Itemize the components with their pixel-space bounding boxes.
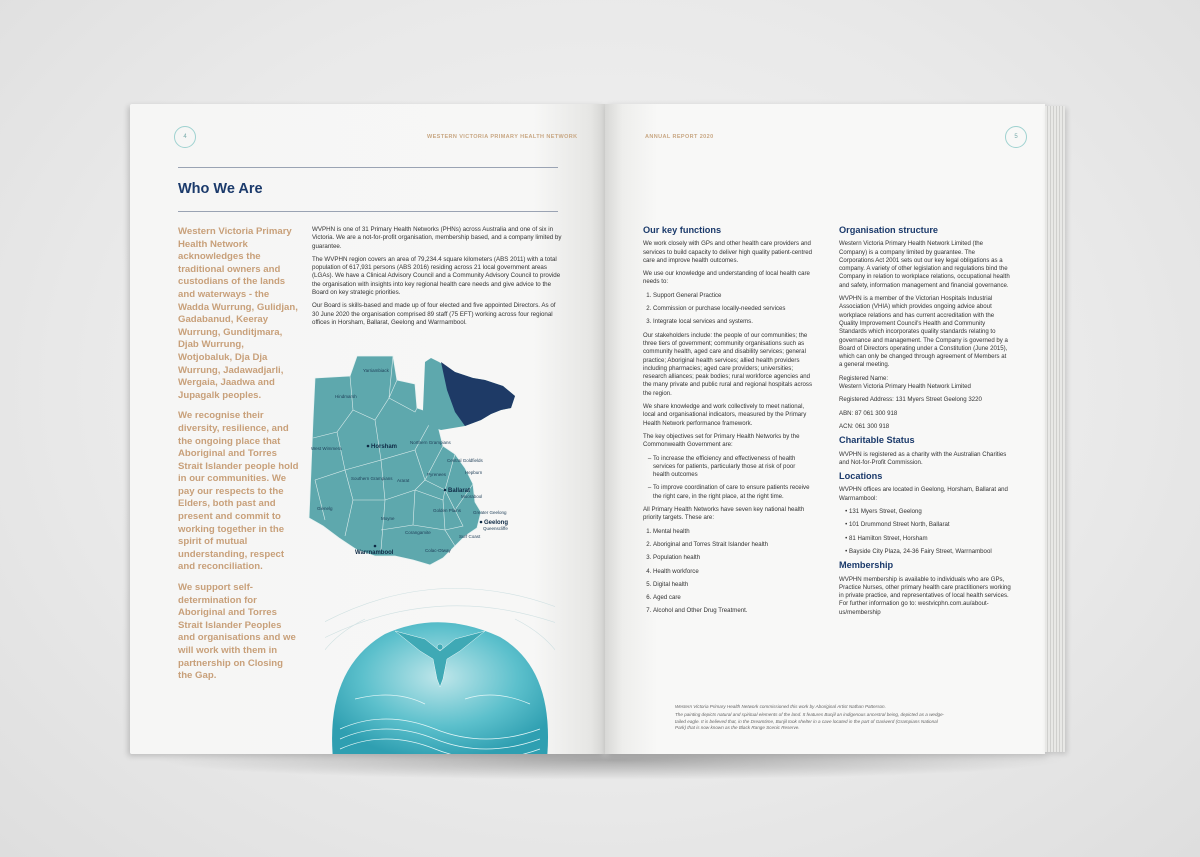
book-spread (130, 104, 1070, 764)
page-edges (1045, 106, 1065, 752)
locations-list (839, 508, 1011, 556)
objectives-list (643, 455, 813, 501)
section-heading: Locations (839, 471, 883, 482)
map-label: Southern Grampians (351, 476, 393, 481)
page-number-left: 4 (174, 126, 196, 148)
map-label: Warrnambool (355, 550, 394, 556)
map-label: Moyne (381, 516, 395, 521)
list-item: 3. Integrate local services and systems. (653, 318, 813, 326)
page-number-right: 5 (1005, 126, 1027, 148)
map-label: Horsham (371, 444, 398, 450)
artwork-illustration (325, 579, 555, 754)
list-item: 1. Support General Practice (653, 292, 813, 300)
acknowledgement-column (178, 226, 300, 691)
priorities-list (643, 528, 813, 616)
paragraph: ABN: 87 061 300 918 (839, 409, 898, 417)
list-item: 3. Population health (653, 554, 813, 562)
map-label: Yarriambiack (363, 368, 389, 373)
paragraph: Our stakeholders include: the people of our communities; the three tiers of government; community organisations such as community health, aged care and disability services; general practice; Aboriginal health services; allied health providers including pharmacies; aged care providers; universities; research alliances; peak bodies; rural workforce agencies and the many private and public rural and regional hospitals across the region. (643, 331, 813, 397)
running-header-left: WESTERN VICTORIA PRIMARY HEALTH NETWORK (427, 134, 578, 140)
acknowledgement-paragraph: We support self-determination for Aboriginal and Torres Strait Islander Peoples and organisations and we will work with them in partnership on Closing the Gap. (178, 582, 296, 682)
title-rule-top (178, 167, 558, 168)
town-marker (480, 521, 483, 524)
map-label: Central Goldfields (447, 458, 483, 463)
paragraph: WVPHN is registered as a charity with the Australian Charities and Not-for-Profit Commission. (839, 450, 1007, 466)
map-label: Pyrenees (427, 472, 447, 477)
map-label: Queenscliffe (483, 526, 508, 531)
paragraph: We use our knowledge and understanding of local health care needs to: (643, 270, 810, 286)
list-item: 7. Alcohol and Other Drug Treatment. (653, 607, 813, 615)
list-item: • Bayside City Plaza, 24-36 Fairy Street, Warrnambool (849, 548, 1011, 556)
map-label: Colac-Otway (425, 548, 451, 553)
page-title: Who We Are (178, 181, 263, 197)
organisation-column (839, 226, 1011, 622)
caption-line: Western Victoria Primary Health Network commissioned this work by Aboriginal Artist Nathan Patterson. (675, 704, 886, 709)
paragraph: ACN: 061 300 918 (839, 422, 890, 430)
map-label: Surf Coast (459, 534, 481, 539)
key-functions-column (643, 226, 813, 621)
section-heading: Our key functions (643, 225, 722, 235)
town-marker (444, 489, 447, 492)
right-page (605, 104, 1045, 754)
about-paragraph: WVPHN is one of 31 Primary Health Networks (PHNs) across Australia and one of six in Victoria. We are a not-for-profit organisation, membership based, and a company limited by guarantee. (312, 226, 562, 250)
town-marker (374, 545, 377, 548)
left-page (130, 104, 605, 754)
paragraph: WVPHN is a member of the Victorian Hospitals Industrial Association (VHIA) which provides ongoing advice about workplace relations and has current accreditation with the Quality Improvement Council's Health and Community Standards which incorporates quality standards relating to governance and management. The Company is governed by a Board of Directors operating under a Constitution (June 2015), which can only be changed through agreement of Members at a general meeting. (839, 295, 1008, 369)
map-label: Hepburn (465, 470, 483, 475)
section-heading: Membership (839, 560, 894, 571)
map-label: Golden Plains (433, 508, 462, 513)
caption-line: The painting depicts natural and spiritual elements of the land. It features Bunjil an indigenous ancestral being, depicted as a wedge-tailed eagle. It is believed that, in the Dreamtime, Bunjil took shelter in a cave located in the part of Gariwerd (Grampians National Park) that is now known as the Black Range Scenic Reserve. (675, 712, 945, 731)
list-item: • 101 Drummond Street North, Ballarat (849, 521, 1011, 529)
paragraph: All Primary Health Networks have seven key national health priority targets. These are: (643, 506, 805, 522)
paragraph: We share knowledge and work collectively to meet national, local and organisational indicators, measured by the Primary Health Network performance framework. (643, 403, 807, 427)
map-label: Ararat (397, 478, 410, 483)
title-rule-bottom (178, 211, 558, 212)
acknowledgement-paragraph: We recognise their diversity, resilience, and the ongoing place that Aboriginal and Torres Strait Islander people hold in our communities. We pay our respects to the Elders, both past and present and commit to working together in the spirit of mutual understanding, respect and reconciliation. (178, 410, 299, 573)
artwork-water (332, 622, 548, 754)
list-item: 5. Digital health (653, 581, 813, 589)
map-label: West Wimmera (311, 446, 342, 451)
paragraph: WVPHN offices are located in Geelong, Horsham, Ballarat and Warrnambool: (839, 486, 1008, 502)
list-item: • 131 Myers Street, Geelong (849, 508, 1011, 516)
paragraph: Registered Address: 131 Myers Street Geelong 3220 (839, 396, 982, 404)
map-label: Northern Grampians (410, 440, 451, 445)
map-label: Glenelg (317, 506, 333, 511)
map-label: Hindmarsh (335, 394, 357, 399)
paragraph: Registered Name: (839, 374, 889, 382)
map-label: Corangamite (405, 530, 431, 535)
list-item: 6. Aged care (653, 594, 813, 602)
paragraph: WVPHN membership is available to individuals who are GPs, Practice Nurses, other primary health care practitioners working in private practice, and representatives of local health services. For further information go to: westvicphn.com.au/about-us/membership (839, 575, 1011, 616)
map-label: Geelong (484, 520, 509, 526)
region-map (305, 350, 545, 580)
section-heading: Organisation structure (839, 225, 939, 235)
list-item: 2. Aboriginal and Torres Strait Islander health (653, 541, 813, 549)
needs-list (643, 292, 813, 327)
map-label: Moorabool (461, 494, 483, 499)
list-item: 2. Commission or purchase locally-needed services (653, 305, 813, 313)
paragraph: Western Victoria Primary Health Network Limited (839, 383, 971, 391)
paragraph: The key objectives set for Primary Health Networks by the Commonwealth Government are: (643, 432, 800, 449)
about-body (312, 226, 562, 332)
list-item: • 81 Hamilton Street, Horsham (849, 535, 1011, 543)
map-label: Greater Geelong (473, 510, 507, 515)
map-label: Ballarat (448, 488, 471, 494)
list-item: 4. Health workforce (653, 568, 813, 576)
town-marker (367, 445, 370, 448)
list-item: – To improve coordination of care to ensure patients receive the right care, in the right place, at the right time. (653, 484, 813, 501)
about-paragraph: Our Board is skills-based and made up of four elected and five appointed Directors. As of 30 June 2020 the organisation comprised 89 staff (75 EFT) working across four regional offices in Horsham, Ballarat, Geelong and Warrnambool. (312, 302, 556, 326)
acknowledgement-paragraph: Western Victoria Primary Health Network acknowledges the traditional owners and custodians of the lands and waterways - the Wadda Wurrung, Gulidjan, Gadabanud, Keeray Wurrung, Gunditjmara, Djab Wurrung, Wotjobaluk, Dja Dja Wurrung, Jadawadjarli, Wergaia, Jaadwa and Jupagalk peoples. (178, 226, 298, 401)
about-paragraph: The WVPHN region covers an area of 79,234.4 square kilometers (ABS 2011) with a total population of 617,931 persons (ABS 2016) residing across 21 local government areas (LGAs). We have a Clinical Advisory Council and a Community Advisory Council to provide the organisation with insights into key regional health care needs and give advice to the Board on key strategic priorities. (312, 255, 561, 297)
paragraph: Western Victoria Primary Health Network Limited (the Company) is a company limited by guarantee. The Corporations Act 2001 sets out our key legal obligations as a company. A variety of other legislation and regulations bind the Company in relation to workplace relations, occupational health and safety, information management and financial governance. (839, 240, 1010, 289)
list-item: 1. Mental health (653, 528, 813, 536)
artwork-caption (675, 704, 945, 734)
running-header-right: ANNUAL REPORT 2020 (645, 134, 714, 140)
paragraph: We work closely with GPs and other health care providers and services to build capacity to deliver high quality patient-centred care and improve health outcomes. (643, 240, 813, 264)
section-heading: Charitable Status (839, 435, 915, 446)
list-item: – To increase the efficiency and effectiveness of health services for patients, particularly those at risk of poor health outcomes (653, 455, 813, 480)
